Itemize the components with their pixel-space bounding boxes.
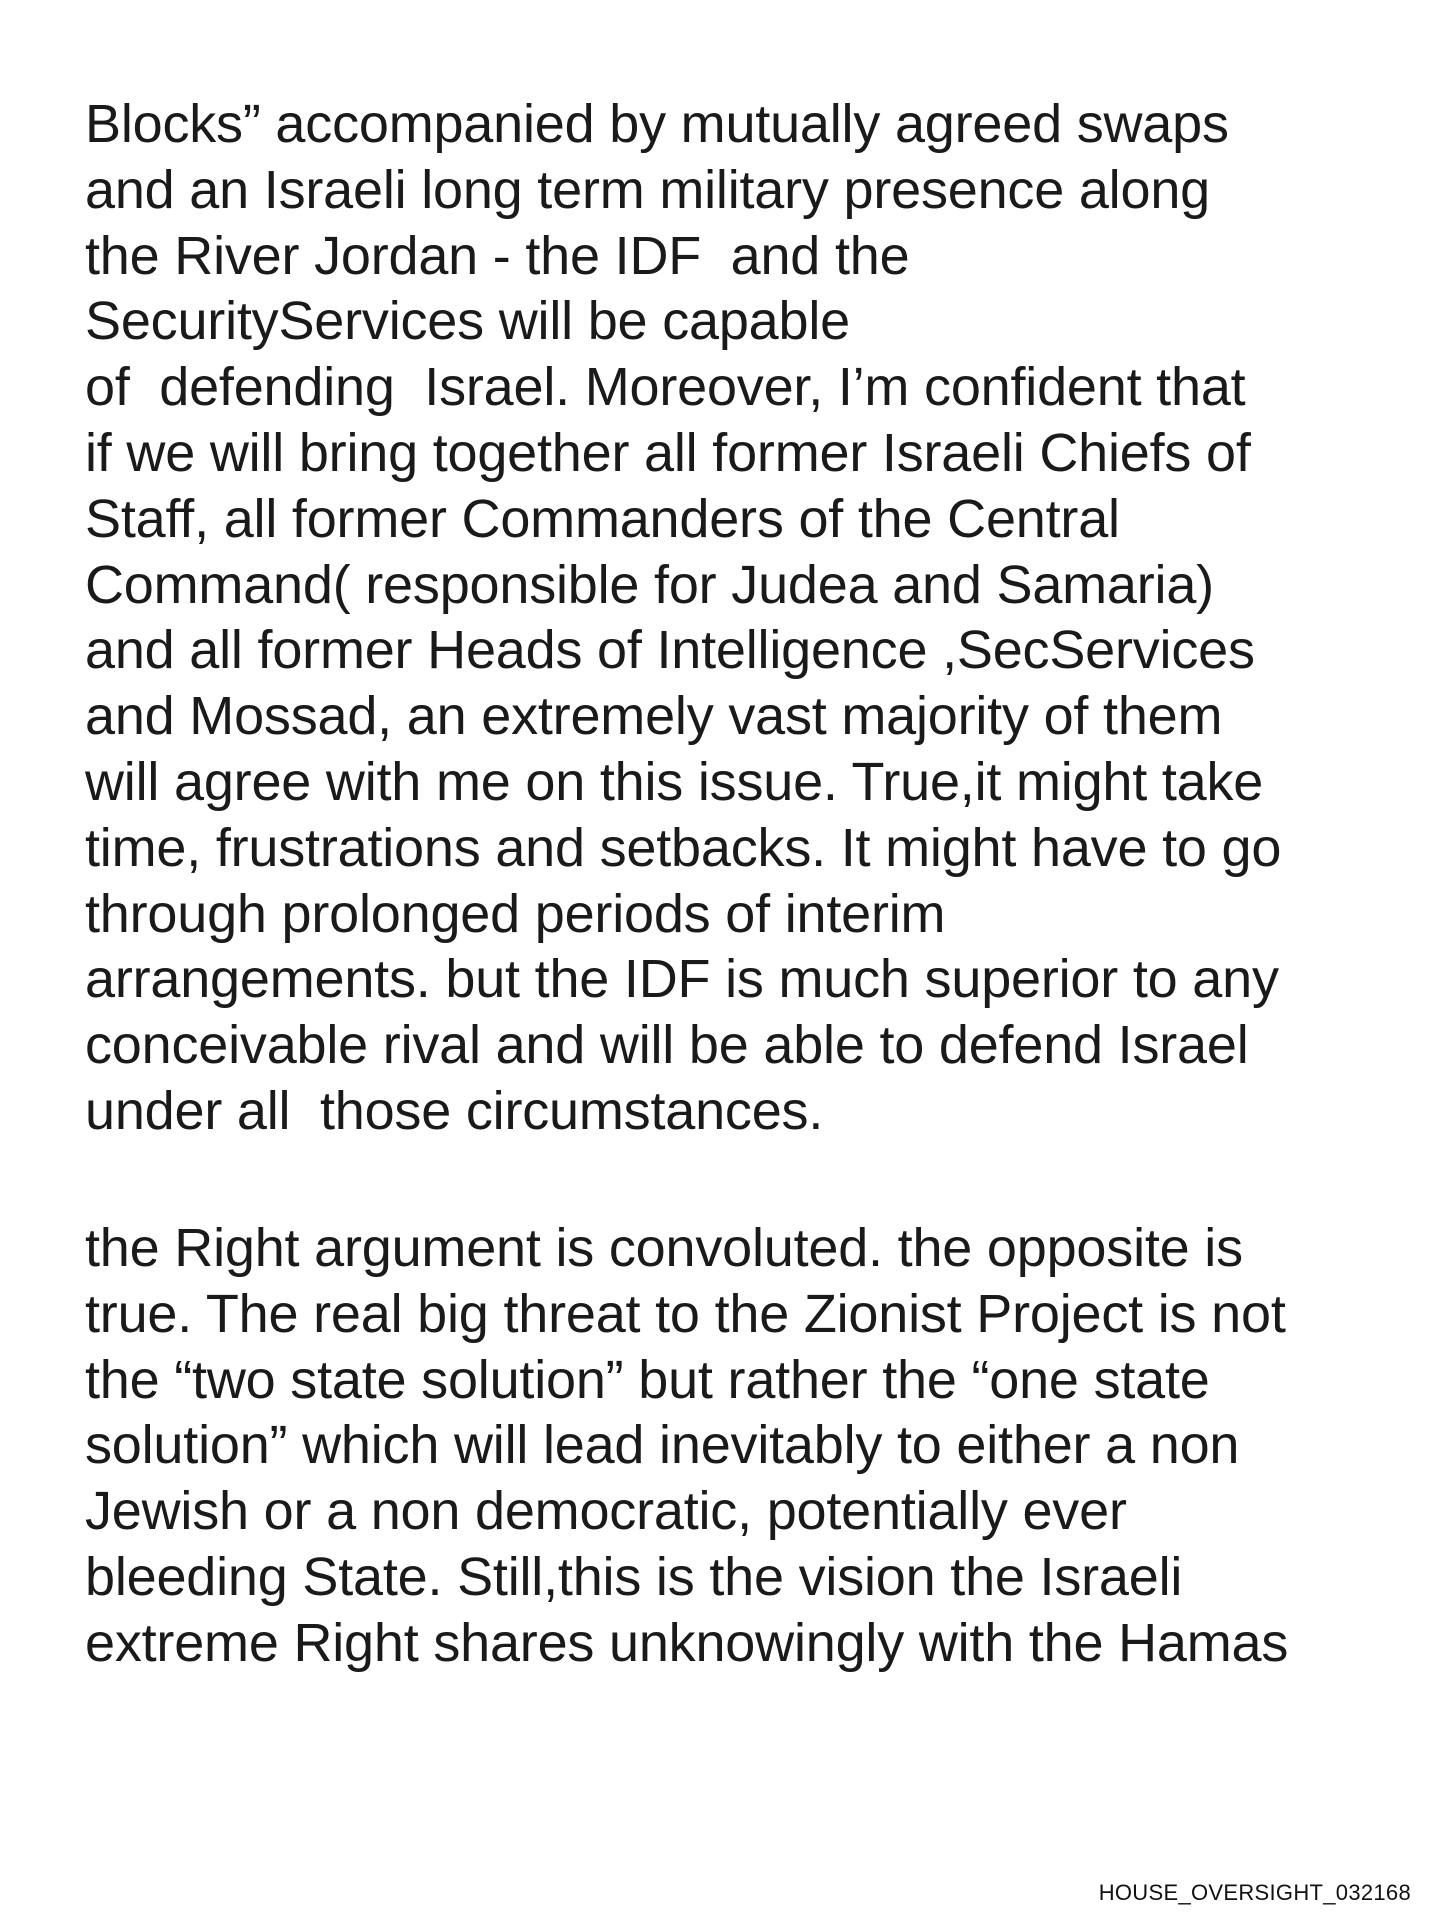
text-line: time, frustrations and setbacks. It might have to go [85,817,1282,878]
bates-number: HOUSE_OVERSIGHT_032168 [1098,1880,1411,1905]
text-line: the River Jordan - the IDF and the [85,225,910,286]
text-line: Command( responsible for Judea and Samaria) [85,554,1214,615]
text-line: SecurityServices will be capable [85,291,850,352]
paragraph-2 [85,1216,1405,1677]
text-line: the Right argument is convoluted. the opposite is [85,1218,1243,1278]
text-line: and Mossad, an extremely vast majority of them [85,686,1223,747]
text-line: and all former Heads of Intelligence ,SecServices [85,620,1255,681]
text-line: if we will bring together all former Israeli Chiefs of [85,422,1251,483]
text-line: conceivable rival and will be able to defend Israel [85,1015,1249,1076]
text-line: Staff, all former Commanders of the Central [85,488,1120,549]
text-line: true. The real big threat to the Zionist Project is not [85,1283,1286,1344]
text-line: the “two state solution” but rather the “one state [85,1349,1210,1410]
text-line: solution” which will lead inevitably to either a non [85,1415,1240,1476]
text-line: bleeding State. Still,this is the vision the Israeli [85,1546,1183,1607]
text-line: through prolonged periods of interim [85,883,946,944]
text-line: extreme Right shares unknowingly with the Hamas [85,1612,1289,1673]
text-line: and an Israeli long term military presence along [85,159,1210,220]
text-line: under all those circumstances. [85,1080,824,1141]
text-line: will agree with me on this issue. True,it might take [85,751,1264,812]
text-line: of defending Israel. Moreover, I’m confident that [85,357,1246,418]
text-line: arrangements. but the IDF is much superior to any [85,949,1279,1010]
text-line: Blocks” accompanied by mutually agreed swaps [85,94,1229,154]
text-line: Jewish or a non democratic, potentially ever [85,1481,1127,1542]
paragraph-1 [85,92,1405,1145]
